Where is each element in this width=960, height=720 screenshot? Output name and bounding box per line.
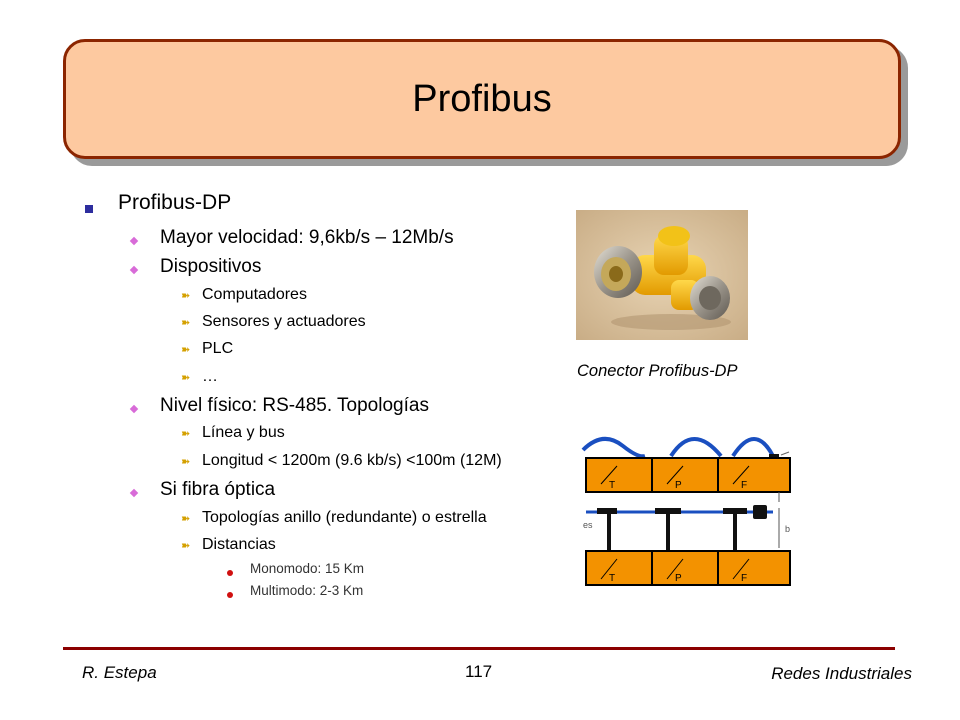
diagram-label-t: T: [609, 480, 616, 491]
item-monomodo: Monomodo: 15 Km: [250, 561, 365, 576]
item-sensores: Sensores y actuadores: [202, 313, 366, 330]
item-topologias: Topologías anillo (redundante) o estrella: [202, 509, 487, 526]
bus-topology-diagram: [583, 428, 789, 590]
bullet-diamond-icon: [130, 489, 138, 497]
arrow-bullet-icon: ➽: [181, 344, 191, 356]
diagram-label-f-2: F: [741, 573, 748, 584]
diagram-label-p: P: [675, 480, 682, 491]
diagram-label-f: F: [741, 480, 748, 491]
diagram-edge-label-right: b: [785, 524, 791, 534]
arrow-bullet-icon: ➽: [181, 372, 191, 384]
slide-title: Profibus: [412, 77, 552, 120]
arrow-bullet-icon: ➽: [181, 456, 191, 468]
item-computadores: Computadores: [202, 286, 307, 303]
bullet-velocidad: Mayor velocidad: 9,6kb/s – 12Mb/s: [160, 227, 454, 248]
diagram-edge-label-left: es: [583, 520, 593, 530]
footer-rule: [63, 647, 895, 650]
item-distancias: Distancias: [202, 536, 276, 553]
bullet-diamond-icon: [130, 266, 138, 274]
item-longitud: Longitud < 1200m (9.6 kb/s) <100m (12M): [202, 452, 502, 469]
bullet-diamond-icon: [130, 405, 138, 413]
diagram-label-t-2: T: [609, 573, 616, 584]
bullet-dot-icon: [227, 570, 233, 576]
arrow-bullet-icon: ➽: [181, 540, 191, 552]
bullet-fibra: Si fibra óptica: [160, 479, 276, 500]
diagram-label-p-2: P: [675, 573, 682, 584]
item-linea-bus: Línea y bus: [202, 424, 285, 441]
arrow-bullet-icon: ➽: [181, 513, 191, 525]
bullet-square-icon: [85, 205, 93, 213]
item-plc: PLC: [202, 340, 234, 357]
bullet-profibus-dp: Profibus-DP: [118, 191, 232, 214]
bullet-dispositivos: Dispositivos: [160, 256, 262, 277]
item-ellipsis: …: [202, 368, 218, 385]
connector-photo: [576, 210, 748, 340]
page-number: 117: [465, 662, 493, 681]
bullet-nivel-fisico: Nivel físico: RS-485. Topologías: [160, 395, 429, 416]
footer-course: Redes Industriales: [771, 664, 912, 683]
bullet-dot-icon: [227, 592, 233, 598]
bullet-diamond-icon: [130, 237, 138, 245]
figure-caption: Conector Profibus-DP: [577, 362, 738, 380]
title-box: [63, 39, 901, 159]
arrow-bullet-icon: ➽: [181, 428, 191, 440]
arrow-bullet-icon: ➽: [181, 290, 191, 302]
footer-author: R. Estepa: [82, 663, 157, 682]
item-multimodo: Multimodo: 2-3 Km: [250, 583, 364, 598]
arrow-bullet-icon: ➽: [181, 317, 191, 329]
